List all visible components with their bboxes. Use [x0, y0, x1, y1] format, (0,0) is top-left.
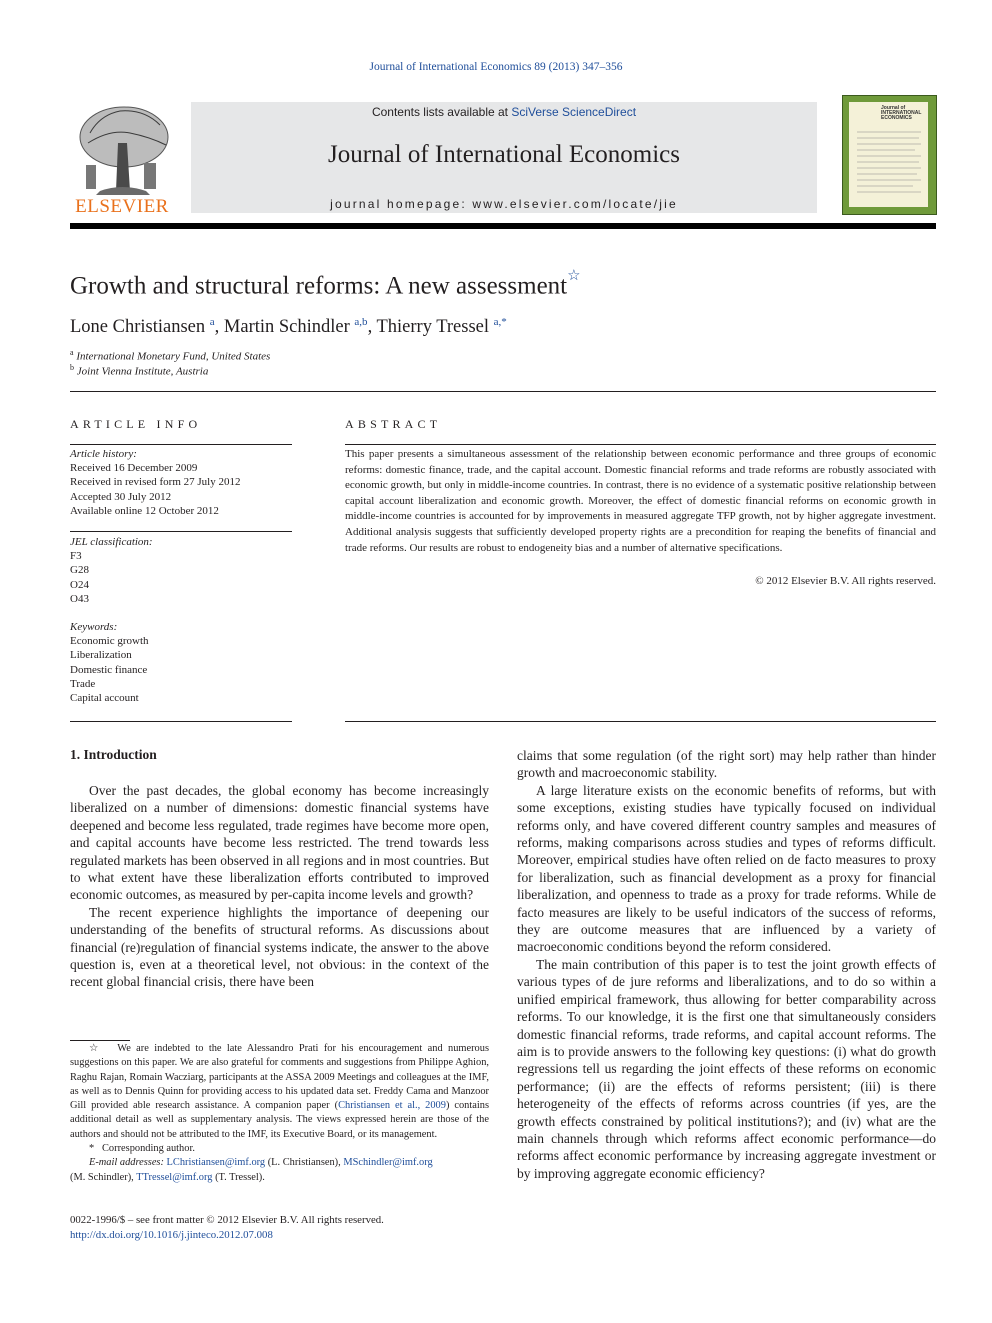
article-title-text: Growth and structural reforms: A new assessment [70, 272, 568, 300]
publisher-name: ELSEVIER [75, 196, 169, 217]
front-matter [70, 1213, 510, 1242]
article-info-divider [70, 444, 292, 445]
footnote-star-mark: ☆ [89, 1043, 102, 1054]
corresponding-author-footnote [70, 1142, 489, 1156]
email-owner: (L. Christiansen), [267, 1157, 341, 1169]
author-name: Martin Schindler [223, 317, 350, 338]
keyword: Domestic finance [70, 663, 148, 676]
journal-name: Journal of International Economics [328, 141, 680, 168]
affiliation-text: International Monetary Fund, United States [76, 350, 271, 363]
jel-code: F3 [70, 550, 82, 563]
body-paragraph: The recent experience highlights the importance of deepening our understanding of the benefits of structural reforms. As discussions about financial (re)regulation of financial systems indicate, the answer to the above question is, even at a theoretical level, not obvious: in the context of the recent global financial crisis, there have been [70, 904, 489, 990]
footnote-text: ) contains additional detail as well as supplementary analysis. The views expressed herein are those of the authors and should not be attributed to the IMF, its Executive Board, or its management. [70, 1100, 490, 1140]
article-title [70, 270, 581, 300]
info-bottom-divider [70, 721, 292, 722]
history-item: Accepted 30 July 2012 [70, 490, 172, 503]
title-divider [70, 391, 936, 392]
body-paragraph: The main contribution of this paper is to test the joint growth effects of various types of de jure reforms and liberalizations, and to do so within a unified empirical framework, thus allowing for better comparability across reforms. To our knowledge, it is the first one that simultaneously considers domestic financial reforms, trade reforms, and capital account reforms. The aim is to provide answers to the following key questions: (i) what do growth regressions tell us regarding the joint effects of these reforms on economic performance; (ii) are the effects of reforms persistent; (iii) is there heterogeneity of the effects of reforms across countries (if yes, are the growth effects constrained by political institutions?); and (iv) what are the main channels through which reforms affect economic performance—do reforms affect economic performance by increasing aggregate investment or by improving aggregate economic efficiency? [517, 956, 936, 1181]
header-divider [70, 223, 936, 229]
cover-text-lines-icon [849, 102, 928, 207]
section-heading: 1. Introduction [70, 747, 157, 762]
keywords [70, 620, 292, 705]
footnote-text: Corresponding author. [102, 1143, 195, 1155]
author-affil-mark[interactable]: a [209, 316, 215, 328]
body-paragraph: Over the past decades, the global economy has become increasingly liberalized on a number of dimensions: domestic financial systems have deepened and become less regulated, trade regimes have become more open, and capital accounts have become less restricted. The trend towards less regulated markets has been observed in all regions and in most countries. But to what extent have these liberalization efforts contributed to improved economic outcomes, as measured by per-capita income levels and growth? [70, 783, 489, 903]
keyword: Trade [70, 677, 96, 690]
author-affil-mark[interactable]: a,* [493, 316, 507, 328]
keyword: Capital account [70, 692, 139, 705]
author-affil-mark[interactable]: a,b [354, 316, 368, 328]
contents-line [191, 105, 817, 119]
history-item: Received in revised form 27 July 2012 [70, 476, 241, 489]
author-name: Lone Christiansen [70, 317, 206, 338]
keyword: Liberalization [70, 649, 132, 662]
article-history-label: Article history: [70, 448, 137, 460]
footnote-asterisk: * [89, 1143, 95, 1155]
journal-citation[interactable]: Journal of International Economics 89 (2013) 347–356 [369, 61, 623, 73]
affiliation-key: a [70, 348, 74, 357]
affiliation-key: b [70, 363, 74, 372]
article-history [70, 447, 292, 518]
keywords-label: Keywords: [70, 621, 118, 633]
footnote-rule [70, 1040, 130, 1041]
journal-cover-thumbnail [842, 95, 937, 215]
cover-page [849, 102, 928, 207]
jel-label: JEL classification: [70, 536, 153, 548]
left-body-column [70, 782, 489, 991]
article-info-heading: ARTICLE INFO [70, 417, 202, 431]
companion-paper-link[interactable]: Christiansen et al., 2009 [338, 1100, 446, 1112]
author-list [70, 316, 507, 338]
jel-classification [70, 535, 292, 606]
cover-title: Journal of INTERNATIONAL ECONOMICS [881, 105, 922, 121]
abstract-divider [345, 444, 936, 445]
keyword: Economic growth [70, 635, 149, 648]
title-footnote-mark[interactable]: ☆ [567, 268, 581, 284]
abstract-copyright: © 2012 Elsevier B.V. All rights reserved. [755, 575, 936, 587]
email-owner: (T. Tressel). [215, 1171, 265, 1183]
abstract-text: This paper presents a simultaneous assessment of the relationship between economic performance and three groups of economic reforms: domestic finance, trade, and the capital account. Domestic financial reforms and trade reforms are robustly associated with economic growth, but only in middle-income countries. In contrast, there is no evidence of a systematic positive relationship between capital account liberalization and economic growth. Moreover, the effect of domestic financial reforms on economic growth in middle-income countries is accounted for by improvements in measured aggregate TFP growth, not by higher aggregate investment. Additional analysis suggests that sufficiently developed property rights are a precondition for reaping the benefits of financial and trade reforms. Our results are robust to endogeneity bias and a number of alternative specifications. [345, 448, 936, 554]
body-paragraph-continued: claims that some regulation (of the right sort) may help rather than hinder growth and macroeconomic stability. [517, 748, 936, 781]
email-owner: (M. Schindler), [70, 1171, 134, 1183]
email-link[interactable]: MSchindler@imf.org [343, 1157, 433, 1169]
history-divider [70, 531, 292, 532]
footnotes [70, 1042, 489, 1185]
author-separator: , [214, 317, 224, 338]
acknowledgement-footnote [70, 1042, 489, 1142]
abstract-bottom-divider [345, 721, 936, 722]
footnote-text: We are indebted to the late Alessandro Prati for his encouragement and numerous suggestions on this paper. We are also grateful for comments and suggestions from Philippe Aghion, Raghu Rajan, Romain Wacziarg, participants at the ASSA 2009 Meetings and colleagues at the IMF, as well as to Dennis Quinn for providing access to his updated data set. Freddy Cama and Manzoor Gill provided able research assistance. A companion paper ( [70, 1043, 489, 1112]
right-body-column [517, 747, 936, 1182]
jel-code: O24 [70, 578, 89, 591]
affiliation-b [70, 363, 208, 378]
email-footnote [70, 1156, 489, 1170]
email-footnote-cont [70, 1171, 489, 1185]
email-link[interactable]: LChristiansen@imf.org [166, 1157, 266, 1169]
contents-prefix: Contents lists available at [371, 105, 512, 119]
body-paragraph: A large literature exists on the economic benefits of reforms, but with some exceptions, existing studies have typically focused on individual reforms only, and have covered different country samples and measures of reforms, making comparisons across studies and types of reforms difficult. Moreover, empirical studies have often relied on de facto measures to proxy for liberalization, such as financial development as a proxy for financial liberalization, and openness to trade as a proxy for trade reforms. While de facto measures are likely to be useful indicators of the success of reforms, they are outcome measures that are influenced by a variety of macroeconomic conditions beyond the reform considered. [517, 782, 936, 955]
author-separator: , [367, 317, 377, 338]
author-name: Thierry Tressel [376, 317, 490, 338]
jel-code: O43 [70, 592, 89, 605]
doi-link[interactable]: http://dx.doi.org/10.1016/j.jinteco.2012.07.008 [70, 1228, 273, 1241]
issn-line: 0022-1996/$ – see front matter © 2012 Elsevier B.V. All rights reserved. [70, 1214, 384, 1226]
affiliation-a [70, 348, 270, 363]
abstract-heading: ABSTRACT [345, 417, 442, 431]
sciencedirect-link[interactable]: SciVerse ScienceDirect [511, 105, 637, 119]
email-link[interactable]: TTressel@imf.org [136, 1171, 213, 1183]
history-item: Received 16 December 2009 [70, 462, 198, 475]
history-item: Available online 12 October 2012 [70, 504, 219, 517]
email-label: E-mail addresses: [89, 1157, 164, 1169]
journal-homepage[interactable]: journal homepage: www.elsevier.com/locate/jie [330, 197, 678, 211]
jel-code: G28 [70, 564, 89, 577]
affiliation-text: Joint Vienna Institute, Austria [76, 365, 209, 378]
